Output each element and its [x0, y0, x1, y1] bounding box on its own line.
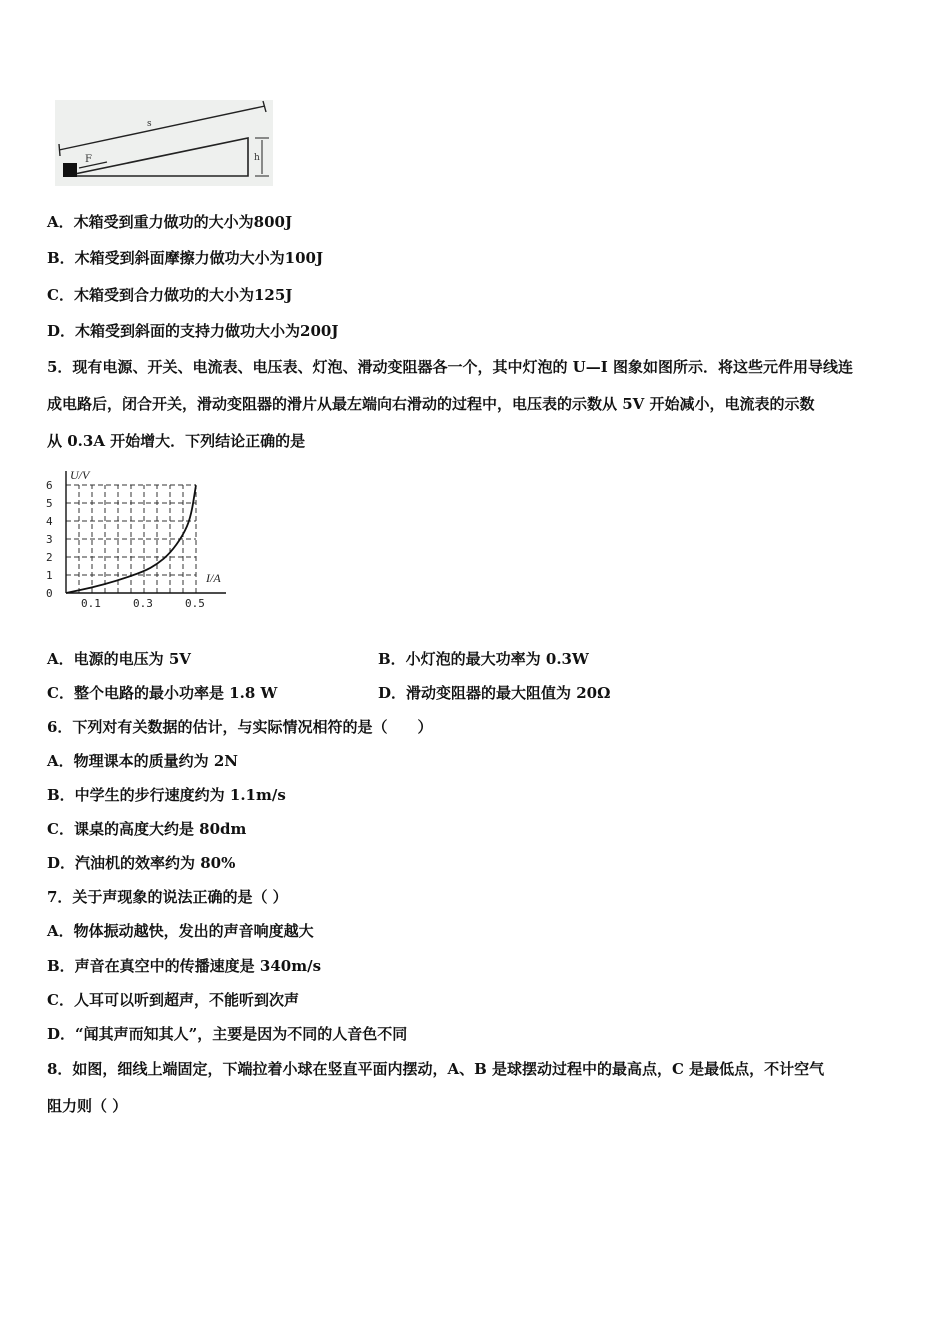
y-tick-label: 6	[46, 479, 53, 492]
q6-option-d: D．汽油机的效率约为 80%	[47, 854, 236, 872]
ui-chart	[40, 465, 250, 615]
q5-option-b: B．小灯泡的最大功率为 0.3W	[378, 650, 589, 668]
q7-option-d: D．“闻其声而知其人”，主要是因为不同的人音色不同	[47, 1025, 408, 1043]
x-axis-label: I/A	[206, 571, 221, 585]
y-tick-label: 1	[46, 569, 53, 582]
force-label: F	[85, 154, 92, 165]
x-tick-label: 0.1	[81, 597, 101, 610]
q6-option-a: A．物理课本的质量约为 2N	[47, 752, 239, 770]
q5-option-d: D．滑动变阻器的最大阻值为 20Ω	[378, 684, 611, 702]
q6-stem: 6．下列对有关数据的估计，与实际情况相符的是（ ）	[47, 718, 433, 736]
y-axis-label: U/V	[70, 468, 90, 482]
q5-option-c: C．整个电路的最小功率是 1.8 W	[47, 684, 278, 702]
q5-stem-line-2: 成电路后，闭合开关，滑动变阻器的滑片从最左端向右滑动的过程中，电压表的示数从 5V 开始减小，电流表的示数	[47, 395, 815, 413]
y-tick-label: 5	[46, 497, 53, 510]
q4-option-d: D．木箱受到斜面的支持力做功大小为200J	[47, 322, 339, 340]
y-tick-label: 0	[46, 587, 53, 600]
y-tick-label: 3	[46, 533, 53, 546]
q4-option-c: C．木箱受到合力做功的大小为125J	[47, 286, 293, 304]
y-tick-label: 2	[46, 551, 53, 564]
q8-stem-line-2: 阻力则（ ）	[47, 1097, 128, 1115]
length-label: s	[147, 119, 152, 129]
q4-option-a: A．木箱受到重力做功的大小为800J	[47, 213, 293, 231]
q8-stem-line-1: 8．如图，细线上端固定，下端拉着小球在竖直平面内摆动，A、B 是球摆动过程中的最高点，C 是最低点，不计空气	[47, 1060, 825, 1078]
q7-option-a: A．物体振动越快，发出的声音响度越大	[47, 922, 314, 940]
height-label: h	[254, 153, 260, 163]
q5-stem-line-3: 从 0.3A 开始增大．下列结论正确的是	[47, 432, 306, 450]
q5-stem-line-1: 5．现有电源、开关、电流表、电压表、灯泡、滑动变阻器各一个，其中灯泡的 U—I 图象如图所示．将这些元件用导线连	[47, 358, 853, 376]
y-tick-label: 4	[46, 515, 53, 528]
q5-option-a: A．电源的电压为 5V	[47, 650, 191, 668]
q7-option-b: B．声音在真空中的传播速度是 340m/s	[47, 957, 322, 975]
q6-option-c: C．课桌的高度大约是 80dm	[47, 820, 247, 838]
x-tick-label: 0.3	[133, 597, 153, 610]
q6-option-b: B．中学生的步行速度约为 1.1m/s	[47, 786, 286, 804]
x-tick-label: 0.5	[185, 597, 205, 610]
wooden-box	[63, 163, 77, 177]
q4-option-b: B．木箱受到斜面摩擦力做功大小为100J	[47, 249, 324, 267]
incline-figure	[55, 100, 273, 186]
q7-option-c: C．人耳可以听到超声，不能听到次声	[47, 991, 299, 1009]
q7-stem: 7．关于声现象的说法正确的是（ ）	[47, 888, 288, 906]
